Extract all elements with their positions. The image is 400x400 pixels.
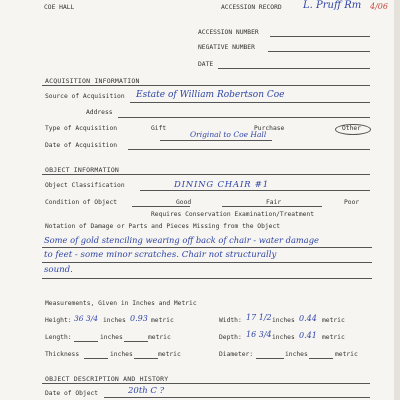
diameter-label: Diameter: <box>219 351 254 358</box>
depth-inches: 16 3/4 <box>246 330 272 339</box>
object-section-rule <box>42 174 370 175</box>
length-metric-label: metric <box>148 334 171 341</box>
poor-label: Poor <box>344 199 360 206</box>
object-date-label: Date of Object <box>45 390 99 397</box>
width-label: Width: <box>219 317 242 324</box>
classification-label: Object Classification <box>45 182 125 189</box>
damage-line-2: to feet - some minor scratches. Chair not structurally <box>44 250 277 260</box>
damage-rule-3 <box>42 278 372 279</box>
negative-number-line <box>268 51 370 52</box>
damage-rule-1 <box>42 247 372 248</box>
width-metric-label: metric <box>322 317 345 324</box>
date-line <box>218 68 370 69</box>
conservation-label: Requires Conservation Examination/Treatment <box>151 211 315 218</box>
depth-metric-label: metric <box>322 334 345 341</box>
length-inches-label: inches <box>100 334 123 341</box>
damage-rule-2 <box>42 262 372 263</box>
height-inches-label: inches <box>103 317 126 324</box>
type-handwritten: Original to Coe Hall <box>190 130 267 139</box>
height-inches: 36 3/4 <box>74 314 98 323</box>
damage-line-3: sound. <box>44 265 73 275</box>
object-date-line <box>104 397 370 398</box>
thickness-metric-label: metric <box>158 351 181 358</box>
acquisition-section-title: ACQUISITION INFORMATION <box>45 77 140 85</box>
thickness-inches-label: inches <box>110 351 133 358</box>
address-line <box>118 117 370 118</box>
thickness-metric-line <box>134 358 158 359</box>
date-acquisition-label: Date of Acquisition <box>45 142 118 149</box>
height-label: Height: <box>45 317 72 324</box>
type-line <box>160 140 272 141</box>
fair-label: Fair <box>266 199 282 206</box>
description-section-rule <box>42 383 370 384</box>
purchase-label: Purchase <box>254 125 285 132</box>
diameter-inches-label: inches <box>285 351 308 358</box>
source-label: Source of Acquisition <box>45 93 125 100</box>
diameter-metric-label: metric <box>335 351 358 358</box>
page-edge-shadow <box>394 0 400 400</box>
gift-label: Gift <box>151 125 167 132</box>
classification-line <box>140 190 370 191</box>
good-label: Good <box>176 199 192 206</box>
header-left: COE HALL <box>44 4 75 11</box>
acquisition-section-rule <box>42 85 370 86</box>
address-label: Address <box>86 109 113 116</box>
diameter-metric-line <box>309 358 333 359</box>
length-label: Length: <box>45 334 72 341</box>
height-metric-label: metric <box>151 317 174 324</box>
damage-label: Notation of Damage or Parts and Pieces Missing from the Object <box>45 223 281 230</box>
other-label: Other <box>342 125 361 132</box>
diameter-inches-line <box>256 358 284 359</box>
source-value: Estate of William Robertson Coe <box>136 90 285 100</box>
header-handwritten-note: L. Pruff Rm <box>303 0 362 11</box>
measurements-title: Measurements, Given in Inches and Metric <box>45 300 197 307</box>
type-label: Type of Acquisition <box>45 125 118 132</box>
height-metric: 0.93 <box>130 314 148 323</box>
depth-metric: 0.41 <box>299 331 317 340</box>
description-section-title: OBJECT DESCRIPTION AND HISTORY <box>45 375 169 383</box>
width-metric: 0.44 <box>299 314 317 323</box>
date-acquisition-line <box>128 149 370 150</box>
header-handwritten-number: 4/06 <box>370 2 388 11</box>
thickness-label: Thickness <box>45 351 80 358</box>
depth-inches-label: inches <box>272 334 295 341</box>
damage-line-1: Some of gold stenciling wearing off back of chair - water damage <box>44 235 319 245</box>
depth-label: Depth: <box>219 334 242 341</box>
negative-number-label: NEGATIVE NUMBER <box>198 44 255 51</box>
classification-value: DINING CHAIR #1 <box>174 180 269 190</box>
length-metric-line <box>124 341 148 342</box>
width-inches: 17 1/2 <box>246 313 272 322</box>
condition-label: Condition of Object <box>45 199 118 206</box>
width-inches-label: inches <box>272 317 295 324</box>
object-section-title: OBJECT INFORMATION <box>45 166 120 174</box>
source-line <box>130 102 370 103</box>
accession-number-label: ACCESSION NUMBER <box>198 29 259 36</box>
thickness-inches-line <box>84 358 108 359</box>
length-inches-line <box>74 341 98 342</box>
header-title: ACCESSION RECORD <box>221 4 282 11</box>
date-label: DATE <box>198 61 214 68</box>
accession-number-line <box>270 36 370 37</box>
object-date-value: 20th C ? <box>128 386 165 396</box>
